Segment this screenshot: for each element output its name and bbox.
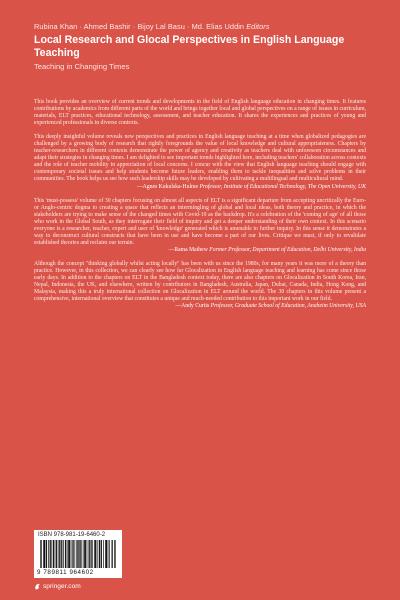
- publisher-link[interactable]: [34, 583, 81, 590]
- barcode-bar: [69, 540, 70, 568]
- barcode-bar: [46, 540, 47, 568]
- barcode-bar: [44, 540, 45, 568]
- barcode-bar: [61, 540, 62, 568]
- barcode-bar: [59, 540, 60, 568]
- editors-line: [34, 22, 366, 31]
- endorsement-attribution-3: [34, 303, 366, 310]
- barcode-bar: [51, 540, 52, 568]
- endorser-name: —Rama Mathew: [168, 246, 208, 253]
- barcode-bar: [90, 540, 91, 568]
- endorser-name: —Andy Curtis: [175, 303, 210, 310]
- barcode-bar: [76, 540, 77, 568]
- barcode-bar: [108, 540, 109, 568]
- barcode-bar: [66, 540, 67, 568]
- barcode-bar: [94, 540, 95, 568]
- barcode-bar: [101, 540, 102, 568]
- barcode-bar: [53, 540, 54, 568]
- barcode-bar: [95, 540, 96, 568]
- barcode-bar: [97, 540, 98, 568]
- book-subtitle: Teaching in Changing Times: [34, 62, 130, 71]
- barcode-bar: [96, 540, 97, 568]
- barcode-bar: [92, 540, 93, 568]
- barcode-bar: [73, 540, 74, 568]
- barcode-bar: [63, 540, 64, 568]
- barcode-bar: [50, 540, 51, 568]
- barcode-bar: [80, 540, 81, 568]
- barcode-bar: [55, 540, 56, 568]
- barcode-bar: [40, 540, 41, 568]
- isbn-label: ISBN 978-981-19-6460-2: [38, 532, 106, 538]
- barcode-bar: [44, 540, 45, 568]
- barcode-bar: [78, 540, 79, 568]
- barcode-bar: [59, 540, 60, 568]
- editors-suffix: Editors: [246, 22, 270, 31]
- endorsement-attribution-2: [34, 247, 366, 254]
- barcode-bar: [83, 540, 84, 568]
- endorser-role: Professor, Graduate School of Education, Anaheim University, USA: [210, 303, 366, 310]
- endorsement-paragraph-3: Although the concept "thinking globally whilst acting locally" has been with us since the 1980s, for many years it was more of a theory than practice. However, in this collection, we can clearly see how far Glocalization in English language teaching and learning has come since those early days. In addition to the chapters on ELT in the Bangladesh context today, there are also chapters on Glocalization in South Korea, Iran, Nepal, Indonesia, the UK, and elsewhere, written by contributors in Bangladesh, Australia, Japan, Dubai, Canada, India, Hong Kong, and Malaysia, making this a truly international collection on Glocalization in ELT around the world. The 30 chapters in this volume present a comprehensive, international overview that constitutes a unique and much-needed contribution to this important work in our field.: [34, 260, 366, 303]
- barcode-bar: [67, 540, 68, 568]
- endorsement-attribution-1: [34, 184, 366, 191]
- barcode-bar: [53, 540, 54, 568]
- barcode-bar: [43, 540, 44, 568]
- barcode-bar: [46, 540, 47, 568]
- barcode-bar: [103, 540, 104, 568]
- publisher-url: springer.com: [43, 583, 81, 590]
- barcode-bar: [89, 540, 90, 568]
- springer-horse-icon: [34, 583, 41, 590]
- barcode-bar: [112, 540, 113, 568]
- barcode-bar: [112, 540, 113, 568]
- barcode-bar: [50, 540, 51, 568]
- endorsement-paragraph-2: This 'must-possess' volume of 30 chapters focusing on almost all aspects of ELT is a significant departure from accepting uncritically the Euro- or Anglo-centric dogma to creating a space that reflects an intermingling of global and local ideas, both theory and practice, in which the stakeholders are trying to make sense of the changed times with Covid-19 as the backdrop. It's a celebration of the 'coming of age' of all those who work in the Global South, as they interrogate their field of inquiry and get a deeper understanding of their own context. In this scenario everyone is a researcher, teacher, expert and user of 'knowledge' generated which is amenable to further inquiry. In this sense it demonstrates a way to deconstruct cultural constructs that have been in use and have become a part of our lives. Critique we must, if only to revalidate established theories and reclaim our terrain.: [34, 197, 366, 246]
- isbn-digits: 9 789811 964602: [37, 569, 94, 576]
- endorser-name: —Agnes Kukulska-Hulme: [136, 183, 199, 190]
- endorser-role: Professor, Institute of Educational Technology, The Open University, UK: [199, 183, 366, 190]
- book-title: Local Research and Glocal Perspectives in English Language Teaching: [34, 34, 345, 59]
- barcode-bar: [85, 540, 86, 568]
- barcode-bar: [65, 540, 66, 568]
- barcode-bar: [62, 540, 63, 568]
- barcode-bar: [84, 540, 85, 568]
- barcode-bar: [41, 540, 42, 568]
- barcode-bar: [106, 540, 107, 568]
- barcode-bar: [109, 540, 110, 568]
- barcode-bar: [68, 540, 69, 568]
- barcode-bar: [56, 540, 57, 568]
- barcode-bar: [106, 540, 107, 568]
- barcode-bar: [89, 540, 90, 568]
- endorser-role: Former Professor, Department of Education, Delhi University, India: [209, 246, 366, 253]
- barcode-bar: [71, 540, 72, 568]
- barcode-bar: [81, 540, 82, 568]
- description-paragraph: This book provides an overview of current trends and developments in the field of English language education in changing times. It features contributions by academics from different parts of the world and brings together local and global perspectives on a range of issues in curriculum, materials, ELT practices, educational technology, assessment, and teacher education. It shares the experiences and practices of young and experienced professionals in diverse contexts.: [34, 99, 366, 127]
- barcode-bar: [79, 540, 80, 568]
- barcode-bars: [40, 540, 116, 568]
- barcode-bar: [87, 540, 88, 568]
- barcode-bar: [72, 540, 73, 568]
- barcode-bar: [60, 540, 61, 568]
- barcode-bar: [115, 540, 116, 568]
- barcode-bar: [114, 540, 115, 568]
- barcode-bar: [99, 540, 100, 568]
- barcode-bar: [85, 540, 86, 568]
- barcode-bar: [101, 540, 102, 568]
- editors-names: Rubina Khan · Ahmed Bashir · Bijoy Lal Basu · Md. Elias Uddin: [34, 22, 245, 31]
- barcode-bar: [105, 540, 106, 568]
- barcode-bar: [57, 540, 58, 568]
- barcode-bar: [77, 540, 78, 568]
- endorsement-paragraph-1: This deeply insightful volume reveals new perspectives and practices in English language teaching at a time when globalized pedagogies are challenged by a growing body of research that rightly foregrounds the value of local knowledge and cultural appropriateness. Chapters by teacher-researchers in different contexts demonstrate the power of agency and creativity as teachers deal with unforeseen circumstances and adapt their strategies in changing times. I am delighted to see important trends highlighted here, including teachers' collaboration across contexts and the role of teacher mobility in appreciation of local concerns. I concur with the view that English language teaching should engage with contemporary societal issues and help students become future leaders, enabling them to tackle inequalities and solve problems in their communities. The book helps us see how such leadership skills may be developed by cultivating a multilingual and multicultural mind.: [34, 134, 366, 183]
- barcode-bar: [91, 540, 92, 568]
- isbn-barcode: [34, 530, 122, 578]
- barcode-bar: [48, 540, 49, 568]
- barcode-bar: [74, 540, 75, 568]
- barcode-bar: [99, 540, 100, 568]
- barcode-bar: [69, 540, 70, 568]
